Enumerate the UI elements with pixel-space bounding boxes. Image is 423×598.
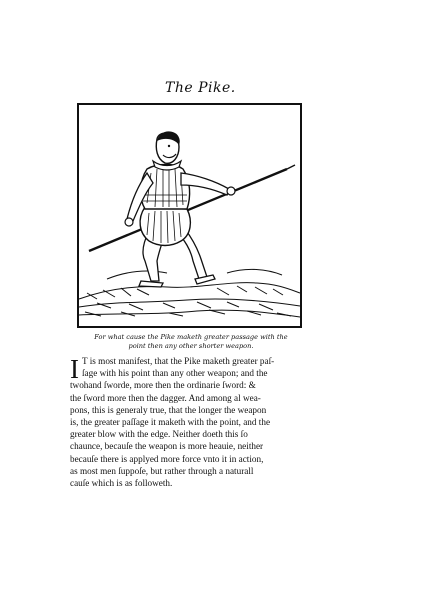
running-title: The Pike. — [165, 80, 236, 96]
woodcut-pikeman-svg — [77, 103, 302, 328]
text-line: chaunce, becauſe the weapon is more heauie, neither — [70, 441, 264, 452]
text-line: twohand ſworde, more then the ordinarie ſword: & — [70, 380, 256, 391]
text-line: as most men ſuppoſe, but rather through a naturall — [70, 465, 254, 476]
woodcut-illustration — [77, 103, 302, 328]
text-line: cauſe which is as followeth. — [70, 478, 173, 489]
figure-caption — [72, 333, 310, 351]
drop-cap: I — [70, 354, 79, 384]
body-paragraph — [70, 355, 308, 489]
text-line: ſage with his point than any other weapon; and the — [82, 368, 268, 379]
text-line: is, the greater paſſage it maketh with the point, and the — [70, 417, 271, 428]
text-line: T is most manifest, that the Pike maketh greater paſ- — [82, 356, 275, 366]
text-line: the ſword more then the dagger. And among al wea- — [70, 392, 261, 403]
text-line: greater blow with the edge. Neither doeth this ſo — [70, 429, 248, 440]
caption-line: For what cause the Pike maketh greater passage with the — [94, 333, 288, 341]
text-line: becauſe there is applyed more force vnto it in action, — [70, 453, 264, 464]
text-line: pons, this is generaly true, that the longer the weapon — [70, 404, 267, 415]
caption-line: point then any other shorter weapon. — [128, 342, 254, 350]
